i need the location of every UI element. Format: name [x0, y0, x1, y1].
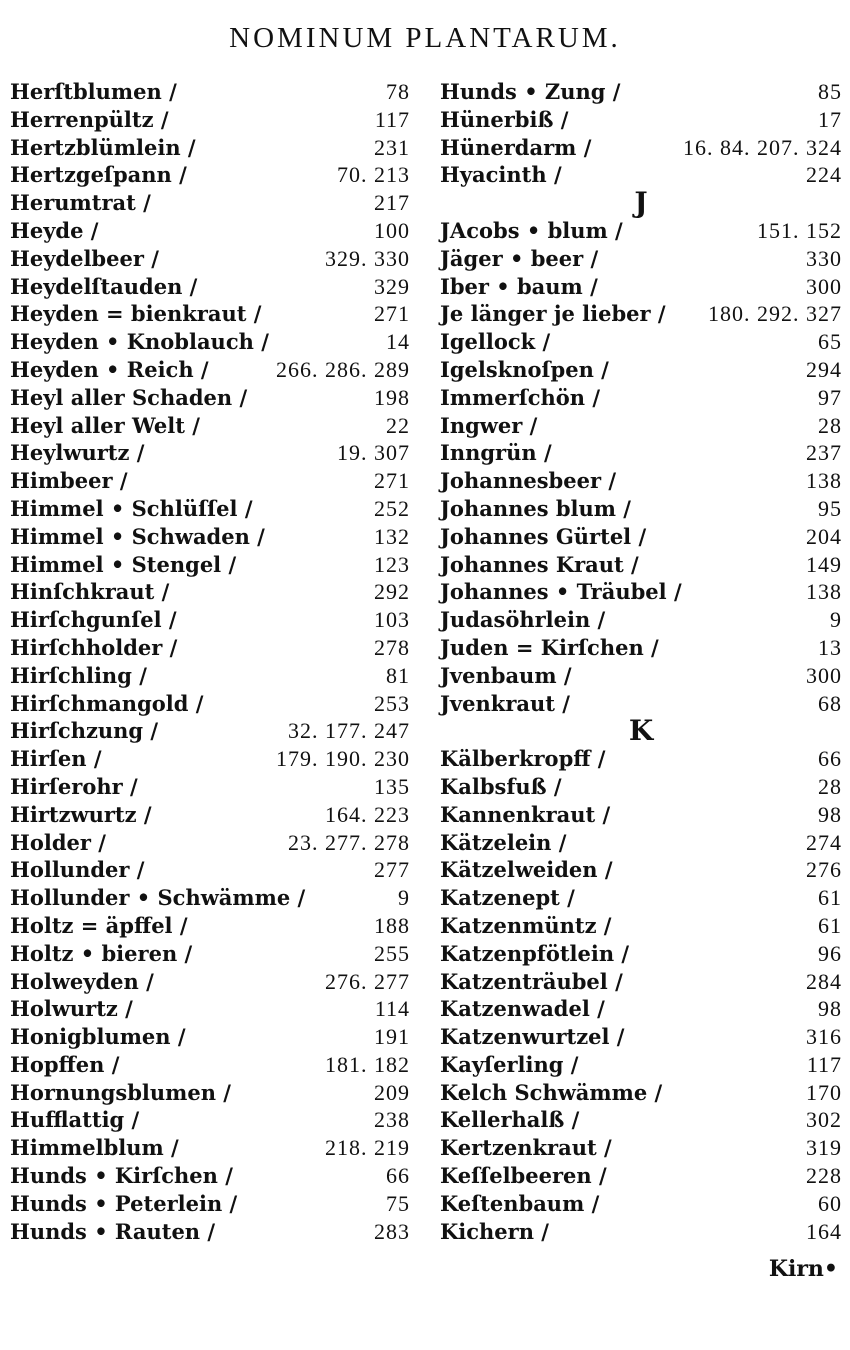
entry-pages: 294: [806, 356, 842, 382]
entry-term: Ingwer /: [440, 412, 538, 438]
entry-pages: 198: [374, 384, 410, 410]
entry-pages: 114: [374, 996, 410, 1022]
index-entry: [10, 801, 410, 829]
entry-pages: 204: [806, 523, 842, 549]
entry-pages: 266. 286. 289: [276, 356, 410, 382]
entry-pages: 13: [818, 634, 842, 660]
entry-pages: 68: [818, 690, 842, 716]
index-entry: [440, 161, 842, 189]
index-entry: [10, 189, 410, 217]
entry-pages: 274: [806, 829, 842, 855]
entry-pages: 123: [374, 551, 410, 577]
entry-term: Heyden = bienkraut /: [10, 301, 262, 327]
entry-term: Hirſchgunſel /: [10, 607, 177, 633]
entry-term: Hirtzwurtz /: [10, 801, 152, 827]
entry-pages: 238: [374, 1107, 410, 1133]
entry-term: Hünerdarm /: [440, 134, 592, 160]
index-entry: [440, 606, 842, 634]
index-entry: [440, 801, 842, 829]
entry-pages: 98: [818, 996, 842, 1022]
index-entry: [10, 161, 410, 189]
index-entry: [440, 78, 842, 106]
index-entry: [440, 1079, 842, 1107]
entry-term: Johannes • Träubel /: [440, 579, 682, 605]
index-entry: [440, 551, 842, 579]
entry-pages: 138: [806, 579, 842, 605]
entry-term: Jvenkraut /: [440, 690, 570, 716]
entry-pages: 22: [386, 412, 410, 438]
index-entry: [440, 300, 842, 328]
entry-pages: 70. 213: [337, 162, 410, 188]
entry-term: Herumtrat /: [10, 190, 151, 216]
entry-term: Igellock /: [440, 329, 551, 355]
index-column-right: [440, 78, 842, 1245]
entry-term: Katzenwurtzel /: [440, 1024, 625, 1050]
entry-term: Hertzblümlein /: [10, 134, 196, 160]
index-entry: [10, 745, 410, 773]
index-entry: [10, 134, 410, 162]
index-entry: [440, 856, 842, 884]
entry-term: Holder /: [10, 829, 106, 855]
entry-pages: 188: [374, 912, 410, 938]
entry-pages: 85: [818, 79, 842, 104]
entry-pages: 132: [374, 523, 410, 549]
section-letter: J: [634, 186, 648, 220]
index-entry: [440, 634, 842, 662]
entry-term: Katzenwadel /: [440, 996, 605, 1022]
entry-pages: 117: [374, 106, 410, 132]
page-title: NOMINUM PLANTARUM.: [229, 22, 621, 54]
entry-pages: 330: [806, 245, 842, 271]
entry-term: Hirſchmangold /: [10, 690, 204, 716]
index-entry: [440, 467, 842, 495]
entry-term: Heydelſtauden /: [10, 273, 198, 299]
index-entry: [440, 439, 842, 467]
entry-pages: 329: [374, 273, 410, 299]
index-entry: [440, 1106, 842, 1134]
index-entry: [440, 662, 842, 690]
index-entry: [10, 940, 410, 968]
entry-pages: 9: [398, 885, 410, 911]
index-entry: [440, 1051, 842, 1079]
entry-term: Hufflattig /: [10, 1107, 140, 1133]
index-entry: [440, 690, 842, 718]
index-entry: [10, 1134, 410, 1162]
entry-pages: 98: [818, 801, 842, 827]
entry-term: Kätzelein /: [440, 829, 567, 855]
index-entry: [10, 1190, 410, 1218]
entry-pages: 179. 190. 230: [276, 746, 410, 772]
entry-pages: 278: [374, 634, 410, 660]
entry-term: Jvenbaum /: [440, 662, 572, 688]
entry-term: Heyl aller Welt /: [10, 412, 200, 438]
entry-term: Keſtenbaum /: [440, 1190, 600, 1216]
entry-term: Hyacinth /: [440, 162, 562, 188]
index-entry: [440, 384, 842, 412]
entry-term: Himmel • Stengel /: [10, 551, 237, 577]
index-entry: [10, 412, 410, 440]
entry-term: Himbeer /: [10, 468, 128, 494]
index-entry: [440, 1134, 842, 1162]
entry-pages: 19. 307: [337, 440, 410, 466]
entry-term: Kertzenkraut /: [440, 1135, 612, 1161]
index-entry: [440, 273, 842, 301]
entry-term: Johannes blum /: [440, 495, 631, 521]
entry-pages: 319: [806, 1135, 842, 1161]
index-entry: [10, 439, 410, 467]
entry-term: Heyden • Reich /: [10, 356, 209, 382]
index-entry: [440, 995, 842, 1023]
index-entry: [10, 856, 410, 884]
entry-term: Hirſchzung /: [10, 718, 159, 744]
entry-term: Hunds • Rauten /: [10, 1218, 216, 1244]
index-entry: [10, 968, 410, 996]
entry-pages: 292: [374, 579, 410, 605]
entry-pages: 60: [818, 1190, 842, 1216]
entry-term: Hinſchkraut /: [10, 579, 170, 605]
entry-term: Holtz • bieren /: [10, 940, 193, 966]
entry-pages: 75: [386, 1190, 410, 1216]
entry-term: Hirſerohr /: [10, 773, 138, 799]
entry-pages: 17: [818, 106, 842, 132]
entry-pages: 61: [818, 912, 842, 938]
entry-term: Herſtblumen /: [10, 79, 177, 104]
entry-term: Hunds • Kirſchen /: [10, 1163, 233, 1189]
index-entry: [10, 78, 410, 106]
entry-term: Hünerbiß /: [440, 106, 569, 132]
entry-term: Jäger • beer /: [440, 245, 599, 271]
entry-pages: 97: [818, 384, 842, 410]
entry-term: Himmel • Schwaden /: [10, 523, 265, 549]
entry-pages: 231: [374, 134, 410, 160]
entry-term: Hornungsblumen /: [10, 1079, 231, 1105]
index-entry: [440, 884, 842, 912]
index-entry: [440, 106, 842, 134]
index-entry: [440, 1023, 842, 1051]
index-entry: [10, 634, 410, 662]
index-entry: [440, 412, 842, 440]
entry-term: Himmel • Schlüſſel /: [10, 495, 253, 521]
index-entry: [10, 551, 410, 579]
index-entry: [10, 912, 410, 940]
entry-term: Heydelbeer /: [10, 245, 159, 271]
entry-term: Holweyden /: [10, 968, 154, 994]
entry-pages: 209: [374, 1079, 410, 1105]
index-entry: [440, 1218, 842, 1246]
entry-term: Hopffen /: [10, 1051, 120, 1077]
entry-term: Kellerhalß /: [440, 1107, 580, 1133]
index-entry: [440, 578, 842, 606]
index-entry: [440, 495, 842, 523]
entry-term: Iber • baum /: [440, 273, 598, 299]
entry-term: Hunds • Zung /: [440, 79, 621, 104]
index-entry: [10, 106, 410, 134]
entry-pages: 78: [386, 79, 410, 104]
entry-pages: 329. 330: [325, 245, 410, 271]
entry-pages: 100: [374, 217, 410, 243]
index-entry: [10, 995, 410, 1023]
index-entry: [10, 1051, 410, 1079]
entry-pages: 284: [806, 968, 842, 994]
index-entry: [10, 1106, 410, 1134]
entry-pages: 164. 223: [325, 801, 410, 827]
index-entry: [10, 884, 410, 912]
index-entry: [440, 356, 842, 384]
index-entry: [440, 523, 842, 551]
index-entry: [10, 662, 410, 690]
entry-term: Holwurtz /: [10, 996, 133, 1022]
entry-term: Kichern /: [440, 1218, 549, 1244]
index-entry: [440, 245, 842, 273]
entry-term: Hirſchling /: [10, 662, 147, 688]
entry-term: Kayſerling /: [440, 1051, 579, 1077]
entry-pages: 81: [386, 662, 410, 688]
entry-term: Hirſen /: [10, 746, 102, 772]
entry-pages: 28: [818, 773, 842, 799]
entry-pages: 66: [386, 1163, 410, 1189]
index-entry: [10, 690, 410, 718]
entry-term: Johannes Gürtel /: [440, 523, 647, 549]
entry-term: Hollunder • Schwämme /: [10, 885, 306, 911]
index-entry: [10, 1218, 410, 1246]
entry-term: Heyl aller Schaden /: [10, 384, 248, 410]
entry-term: Judasöhrlein /: [440, 607, 606, 633]
entry-term: Katzenpfötlein /: [440, 940, 630, 966]
entry-pages: 218. 219: [325, 1135, 410, 1161]
index-entry: [440, 1190, 842, 1218]
entry-term: Kelch Schwämme /: [440, 1079, 663, 1105]
index-entry: [10, 245, 410, 273]
entry-pages: 302: [806, 1107, 842, 1133]
entry-pages: 253: [374, 690, 410, 716]
entry-pages: 28: [818, 412, 842, 438]
index-entry: [10, 356, 410, 384]
entry-pages: 217: [374, 190, 410, 216]
entry-pages: 138: [806, 468, 842, 494]
index-entry: [440, 134, 842, 162]
entry-term: JAcobs • blum /: [440, 217, 623, 243]
entry-pages: 23. 277. 278: [288, 829, 410, 855]
entry-term: Immerſchön /: [440, 384, 601, 410]
entry-pages: 149: [806, 551, 842, 577]
index-entry: [10, 717, 410, 745]
entry-term: Heyde /: [10, 217, 99, 243]
entry-term: Juden = Kirſchen /: [440, 634, 659, 660]
entry-pages: 103: [374, 607, 410, 633]
index-entry: [440, 217, 842, 245]
index-entry: [440, 1162, 842, 1190]
index-entry: [440, 940, 842, 968]
entry-pages: 276: [806, 857, 842, 883]
index-entry: [10, 578, 410, 606]
entry-term: Hertzgeſpann /: [10, 162, 187, 188]
index-entry: [440, 773, 842, 801]
entry-pages: 65: [818, 329, 842, 355]
entry-term: Kätzelweiden /: [440, 857, 613, 883]
index-entry: [10, 1023, 410, 1051]
index-column-left: [10, 78, 410, 1245]
entry-pages: 135: [374, 773, 410, 799]
entry-pages: 300: [806, 273, 842, 299]
index-entry: [10, 1162, 410, 1190]
entry-pages: 271: [374, 301, 410, 327]
entry-pages: 181. 182: [325, 1051, 410, 1077]
entry-term: Johannesbeer /: [440, 468, 616, 494]
entry-term: Honigblumen /: [10, 1024, 186, 1050]
entry-pages: 164: [806, 1218, 842, 1244]
entry-pages: 300: [806, 662, 842, 688]
entry-term: Kannenkraut /: [440, 801, 611, 827]
entry-term: Igelsknoſpen /: [440, 356, 609, 382]
entry-pages: 66: [818, 746, 842, 772]
section-letter: K: [628, 714, 654, 748]
entry-term: Keſſelbeeren /: [440, 1163, 607, 1189]
entry-pages: 228: [806, 1163, 842, 1189]
entry-term: Katzenept /: [440, 885, 575, 911]
entry-pages: 151. 152: [757, 217, 842, 243]
entry-term: Johannes Kraut /: [440, 551, 639, 577]
entry-term: Himmelblum /: [10, 1135, 179, 1161]
entry-term: Heyden • Knoblauch /: [10, 329, 269, 355]
entry-term: Herrenpültz /: [10, 106, 169, 132]
catchword: Kirn•: [768, 1256, 838, 1282]
index-entry: [10, 328, 410, 356]
entry-term: Heylwurtz /: [10, 440, 145, 466]
entry-pages: 237: [806, 440, 842, 466]
entry-term: Kalbsfuß /: [440, 773, 562, 799]
index-entry: [10, 300, 410, 328]
entry-pages: 61: [818, 885, 842, 911]
index-entry: [10, 384, 410, 412]
index-entry: [10, 217, 410, 245]
entry-pages: 14: [386, 329, 410, 355]
index-entry: [10, 523, 410, 551]
entry-pages: 32. 177. 247: [288, 718, 410, 744]
entry-pages: 9: [830, 607, 842, 633]
index-entry: [440, 328, 842, 356]
entry-pages: 271: [374, 468, 410, 494]
entry-term: Hirſchholder /: [10, 634, 178, 660]
entry-term: Katzenträubel /: [440, 968, 623, 994]
entry-term: Kälberkropff /: [440, 746, 606, 772]
entry-pages: 255: [374, 940, 410, 966]
entry-term: Inngrün /: [440, 440, 552, 466]
index-entry: [440, 968, 842, 996]
index-entry: [440, 912, 842, 940]
index-entry: [10, 495, 410, 523]
entry-pages: 252: [374, 495, 410, 521]
index-entry: [440, 745, 842, 773]
entry-term: Katzenmüntz /: [440, 912, 612, 938]
entry-term: Holtz = äpffel /: [10, 912, 188, 938]
entry-pages: 117: [806, 1051, 842, 1077]
entry-pages: 277: [374, 857, 410, 883]
entry-term: Je länger je lieber /: [440, 301, 666, 327]
entry-pages: 180. 292. 327: [708, 301, 842, 327]
index-entry: [10, 1079, 410, 1107]
entry-pages: 170: [806, 1079, 842, 1105]
entry-pages: 316: [806, 1024, 842, 1050]
index-entry: [440, 829, 842, 857]
entry-pages: 276. 277: [325, 968, 410, 994]
entry-pages: 191: [374, 1024, 410, 1050]
index-entry: [10, 773, 410, 801]
index-entry: [10, 829, 410, 857]
index-entry: [10, 606, 410, 634]
index-entry: [10, 467, 410, 495]
entry-pages: 283: [374, 1218, 410, 1244]
entry-pages: 96: [818, 940, 842, 966]
entry-pages: 224: [806, 162, 842, 188]
entry-term: Hollunder /: [10, 857, 145, 883]
entry-pages: 95: [818, 495, 842, 521]
entry-term: Hunds • Peterlein /: [10, 1190, 238, 1216]
index-entry: [10, 273, 410, 301]
entry-pages: 16. 84. 207. 324: [683, 134, 842, 160]
